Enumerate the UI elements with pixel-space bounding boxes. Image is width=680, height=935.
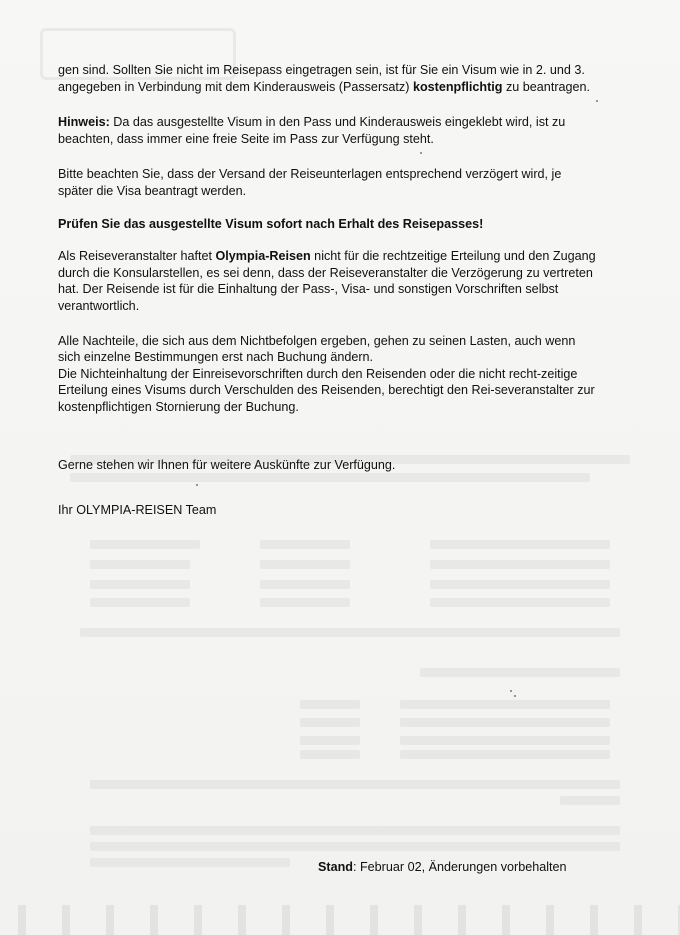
ghost-line [420,668,620,677]
stand-label: Stand [318,860,353,874]
scan-speck [514,695,516,697]
ghost-line [260,540,350,549]
scan-edge-noise [0,905,680,935]
paragraph-hinweis [58,114,598,147]
ghost-line [90,540,200,549]
scan-speck [420,152,422,154]
ghost-line [90,580,190,589]
hinweis-label: Hinweis: [58,115,110,130]
ghost-line [430,540,610,549]
paragraph-visum-end: zu beantragen. [502,79,591,94]
ghost-line [90,598,190,607]
ghost-line [90,842,620,851]
paragraph-pruefen: Prüfen Sie das ausgestellte Visum sofort nach Erhalt des Reisepasses! [58,216,484,231]
ghost-line [90,858,290,867]
ghost-line [400,750,610,759]
paragraph-visum-text: gen sind. Sollten Sie nicht im Reisepass eingetragen sein, ist für Sie ein Visum wie in 2. und 3. angegeben in Verbindung mit dem Kinderausweis (Passersatz) [58,63,585,94]
paragraph-versand: Bitte beachten Sie, dass der Versand der Reiseunterlagen entsprechend verzögert wird, je später die Visa beantragt werden. [58,167,562,198]
ghost-line [560,796,620,805]
paragraph-nachteile [58,333,598,416]
nachteile-line-1: Alle Nachteile, die sich aus dem Nichtbefolgen ergeben, gehen zu seinen Lasten, auch wenn sich einzelne Bestimmungen erst nach Buchung ändern. [58,333,576,365]
ghost-line [300,718,360,727]
scan-speck [196,484,198,486]
nachteile-line-2: Die Nichteinhaltung der Einreisevorschriften durch den Reisenden oder die nicht recht-zeitige Erteilung eines Visums durch Verschulden des Reisenden, berechtigt den Rei-severanstalter zur kostenpflichtigen Stornierung der Buchung. [58,366,595,414]
ghost-line [90,780,620,789]
scan-speck [596,100,598,102]
haftung-text-end: nicht für die rechtzeitige Erteilung und den Zugang durch die Konsularstellen, es sei denn, dass der Reiseveranstalter die Verzögerung zu vertreten hat. Der Reisende ist für die Einhaltung der Pass-, Visa- und sonstigen Vorschriften selbst verantwortlich. [58,249,596,313]
letter-body [58,62,598,416]
haftung-text: Als Reiseveranstalter haftet [58,249,216,264]
ghost-line [260,560,350,569]
signature: Ihr OLYMPIA-REISEN Team [58,503,217,517]
paragraph-haftung [58,248,598,314]
ghost-line [400,718,610,727]
ghost-line [70,473,590,482]
paragraph-visum [58,62,598,95]
stand-text: : Februar 02, Änderungen vorbehalten [352,860,567,874]
ghost-line [90,560,190,569]
ghost-line [90,826,620,835]
ghost-line [300,750,360,759]
olympia-reisen-emphasis: Olympia-Reisen [215,249,311,264]
ghost-line [260,580,350,589]
ghost-line [400,736,610,745]
ghost-line [430,580,610,589]
ghost-line [400,700,610,709]
kostenpflichtig-emphasis: kostenpflichtig [412,79,503,94]
ghost-line [300,700,360,709]
ghost-line [430,560,610,569]
hinweis-text: Da das ausgestellte Visum in den Pass und Kinderausweis eingeklebt wird, ist zu beachten, dass immer eine freie Seite im Pass zur Verfügung steht. [58,115,566,146]
ghost-line [430,598,610,607]
scan-speck [510,690,512,692]
stand-line [318,860,567,874]
ghost-line [300,736,360,745]
ghost-line [260,598,350,607]
ghost-line [80,628,620,637]
closing-sentence: Gerne stehen wir Ihnen für weitere Auskünfte zur Verfügung. [58,458,396,472]
